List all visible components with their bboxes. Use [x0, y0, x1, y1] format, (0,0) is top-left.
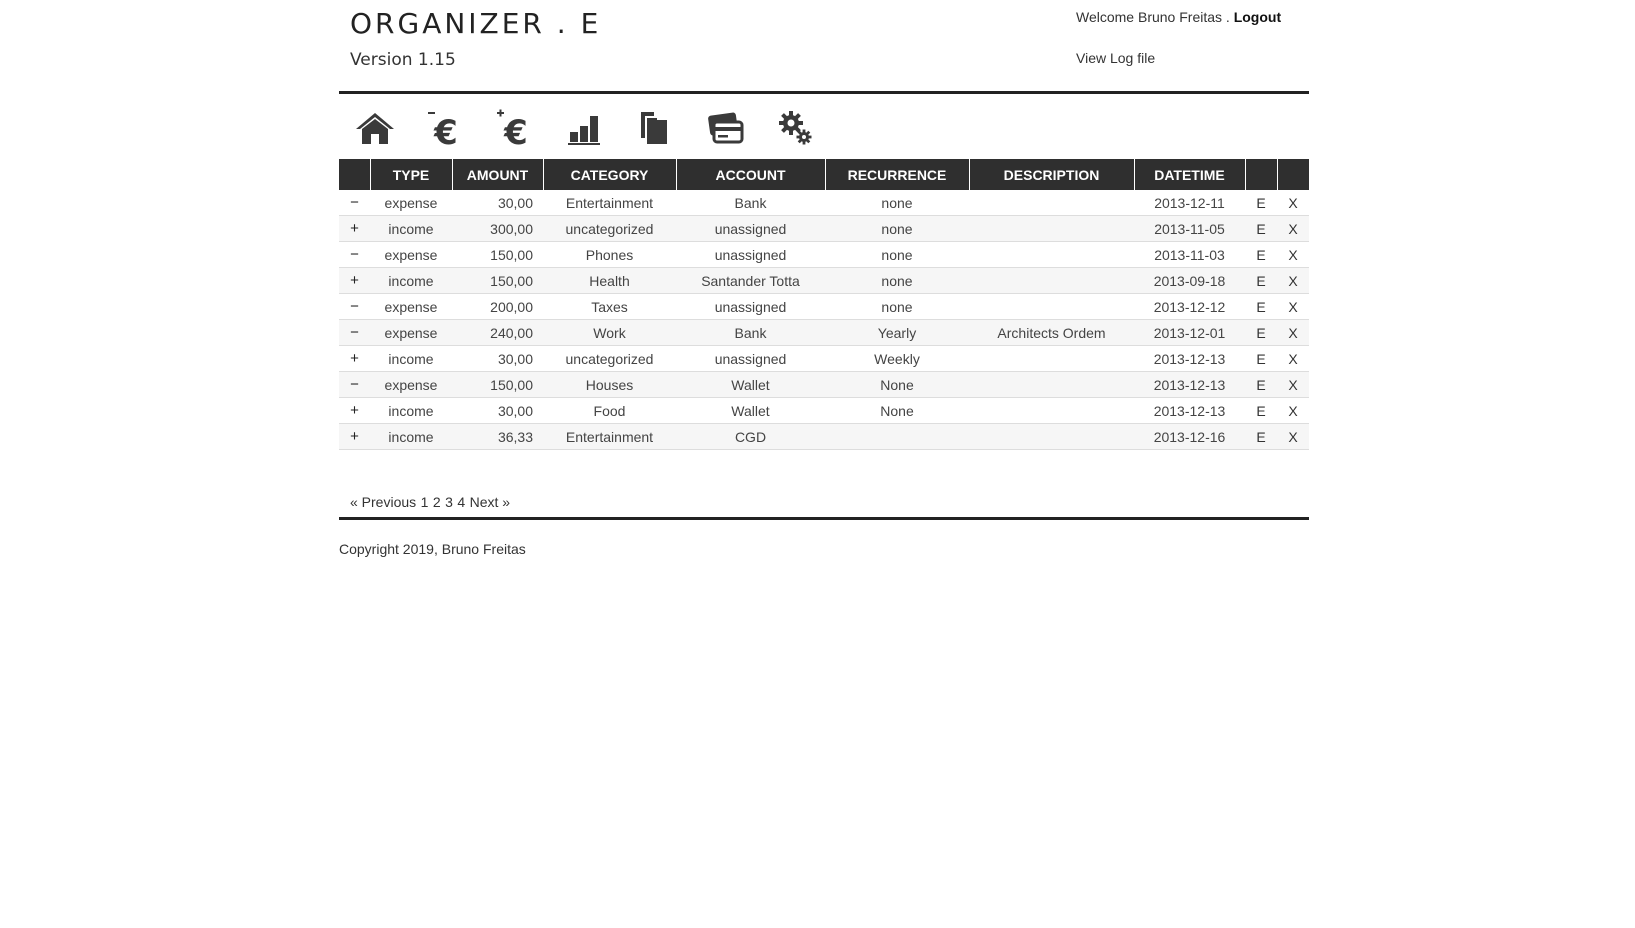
edit-button[interactable]: E [1245, 424, 1277, 450]
row-type: expense [370, 242, 452, 268]
table-row [339, 216, 1309, 242]
col-sign-header [339, 159, 370, 190]
income-euro-icon[interactable] [494, 108, 538, 148]
col-account-header: ACCOUNT [676, 159, 825, 190]
col-category-header: CATEGORY [543, 159, 676, 190]
row-category: Work [543, 320, 676, 346]
bar-chart-icon[interactable] [564, 108, 608, 148]
row-recurrence: Yearly [825, 320, 969, 346]
row-amount: 30,00 [452, 190, 543, 216]
delete-button[interactable]: X [1277, 268, 1309, 294]
table-row [339, 398, 1309, 424]
row-type: income [370, 346, 452, 372]
row-type: expense [370, 190, 452, 216]
row-sign: − [339, 190, 370, 216]
row-amount: 300,00 [452, 216, 543, 242]
col-delete-header [1277, 159, 1309, 190]
row-sign: − [339, 294, 370, 320]
edit-button[interactable]: E [1245, 190, 1277, 216]
row-account: CGD [676, 424, 825, 450]
row-amount: 30,00 [452, 398, 543, 424]
col-description-header: DESCRIPTION [969, 159, 1134, 190]
row-description [969, 346, 1134, 372]
row-datetime: 2013-12-11 [1134, 190, 1245, 216]
table-row [339, 268, 1309, 294]
delete-button[interactable]: X [1277, 216, 1309, 242]
delete-button[interactable]: X [1277, 242, 1309, 268]
page-link-4[interactable]: 4 [457, 494, 466, 510]
row-recurrence [825, 424, 969, 450]
edit-button[interactable]: E [1245, 346, 1277, 372]
row-datetime: 2013-12-13 [1134, 346, 1245, 372]
row-amount: 200,00 [452, 294, 543, 320]
row-sign: + [339, 398, 370, 424]
welcome-text: Welcome Bruno Freitas . [1076, 9, 1234, 25]
edit-button[interactable]: E [1245, 242, 1277, 268]
row-amount: 30,00 [452, 346, 543, 372]
row-sign: − [339, 320, 370, 346]
table-row [339, 424, 1309, 450]
row-datetime: 2013-12-13 [1134, 398, 1245, 424]
page-link-2[interactable]: 2 [432, 494, 441, 510]
table-row [339, 320, 1309, 346]
delete-button[interactable]: X [1277, 346, 1309, 372]
home-icon[interactable] [353, 108, 397, 148]
toolbar [339, 94, 1309, 159]
app-version: Version 1.15 [350, 50, 456, 70]
table-row [339, 190, 1309, 216]
col-type-header: TYPE [370, 159, 452, 190]
row-type: income [370, 398, 452, 424]
row-datetime: 2013-12-16 [1134, 424, 1245, 450]
delete-button[interactable]: X [1277, 190, 1309, 216]
row-type: income [370, 424, 452, 450]
row-recurrence: None [825, 398, 969, 424]
row-description [969, 294, 1134, 320]
row-account: unassigned [676, 216, 825, 242]
view-log-link[interactable]: View Log file [1076, 50, 1156, 66]
row-type: income [370, 268, 452, 294]
row-account: unassigned [676, 294, 825, 320]
svg-text:€: € [434, 113, 458, 148]
page-link-1[interactable]: 1 [420, 494, 429, 510]
page-container [339, 0, 1309, 557]
edit-button[interactable]: E [1245, 294, 1277, 320]
col-amount-header: AMOUNT [452, 159, 543, 190]
credit-card-icon[interactable] [704, 108, 748, 148]
row-datetime: 2013-11-05 [1134, 216, 1245, 242]
edit-button[interactable]: E [1245, 320, 1277, 346]
gears-icon[interactable] [774, 108, 818, 148]
row-description [969, 242, 1134, 268]
row-datetime: 2013-09-18 [1134, 268, 1245, 294]
documents-icon[interactable] [634, 108, 678, 148]
row-category: Taxes [543, 294, 676, 320]
row-datetime: 2013-12-13 [1134, 372, 1245, 398]
row-description [969, 268, 1134, 294]
table-row [339, 242, 1309, 268]
row-account: unassigned [676, 242, 825, 268]
row-amount: 240,00 [452, 320, 543, 346]
row-recurrence: None [825, 372, 969, 398]
table-row [339, 372, 1309, 398]
row-category: Entertainment [543, 424, 676, 450]
row-category: Entertainment [543, 190, 676, 216]
row-type: expense [370, 294, 452, 320]
row-amount: 150,00 [452, 268, 543, 294]
row-recurrence: none [825, 190, 969, 216]
row-account: Wallet [676, 398, 825, 424]
row-account: Bank [676, 190, 825, 216]
row-sign: − [339, 242, 370, 268]
row-recurrence: none [825, 242, 969, 268]
row-type: expense [370, 372, 452, 398]
row-category: Phones [543, 242, 676, 268]
svg-text:€: € [504, 113, 528, 148]
row-category: Health [543, 268, 676, 294]
row-sign: + [339, 346, 370, 372]
delete-button[interactable]: X [1277, 294, 1309, 320]
edit-button[interactable]: E [1245, 216, 1277, 242]
row-account: Santander Totta [676, 268, 825, 294]
row-datetime: 2013-12-12 [1134, 294, 1245, 320]
col-datetime-header: DATETIME [1134, 159, 1245, 190]
row-recurrence: none [825, 216, 969, 242]
row-description: Architects Ordem [969, 320, 1134, 346]
next-page-link[interactable]: Next » [469, 494, 511, 510]
row-recurrence: Weekly [825, 346, 969, 372]
table-row [339, 294, 1309, 320]
pagination [339, 494, 1309, 520]
edit-button[interactable]: E [1245, 372, 1277, 398]
row-sign: − [339, 372, 370, 398]
page-link-3[interactable]: 3 [445, 494, 453, 510]
row-category: Food [543, 398, 676, 424]
table-header-row [339, 159, 1309, 190]
row-type: income [370, 216, 452, 242]
row-description [969, 424, 1134, 450]
delete-button[interactable]: X [1277, 398, 1309, 424]
row-recurrence: none [825, 268, 969, 294]
row-datetime: 2013-11-03 [1134, 242, 1245, 268]
row-description [969, 398, 1134, 424]
row-description [969, 372, 1134, 398]
row-category: uncategorized [543, 216, 676, 242]
row-account: unassigned [676, 346, 825, 372]
row-type: expense [370, 320, 452, 346]
row-amount: 36,33 [452, 424, 543, 450]
row-datetime: 2013-12-01 [1134, 320, 1245, 346]
user-box [1076, 9, 1281, 25]
table-row [339, 346, 1309, 372]
header [339, 0, 1309, 94]
row-description [969, 190, 1134, 216]
transactions-table [339, 159, 1309, 450]
row-account: Wallet [676, 372, 825, 398]
edit-button[interactable]: E [1245, 268, 1277, 294]
row-sign: + [339, 216, 370, 242]
col-recurrence-header: RECURRENCE [825, 159, 969, 190]
row-recurrence: none [825, 294, 969, 320]
row-sign: + [339, 268, 370, 294]
logout-link[interactable]: Logout [1233, 9, 1282, 25]
app-logo: ORGANIZER . E [350, 7, 602, 40]
delete-button[interactable]: X [1277, 372, 1309, 398]
expense-euro-icon[interactable] [424, 108, 468, 148]
row-amount: 150,00 [452, 242, 543, 268]
row-category: Houses [543, 372, 676, 398]
previous-page-link[interactable]: « Previous [350, 494, 417, 510]
row-category: uncategorized [543, 346, 676, 372]
delete-button[interactable]: X [1277, 320, 1309, 346]
footer-copyright: Copyright 2019, Bruno Freitas [339, 541, 526, 557]
col-edit-header [1245, 159, 1277, 190]
row-sign: + [339, 424, 370, 450]
edit-button[interactable]: E [1245, 398, 1277, 424]
row-amount: 150,00 [452, 372, 543, 398]
row-description [969, 216, 1134, 242]
row-account: Bank [676, 320, 825, 346]
delete-button[interactable]: X [1277, 424, 1309, 450]
